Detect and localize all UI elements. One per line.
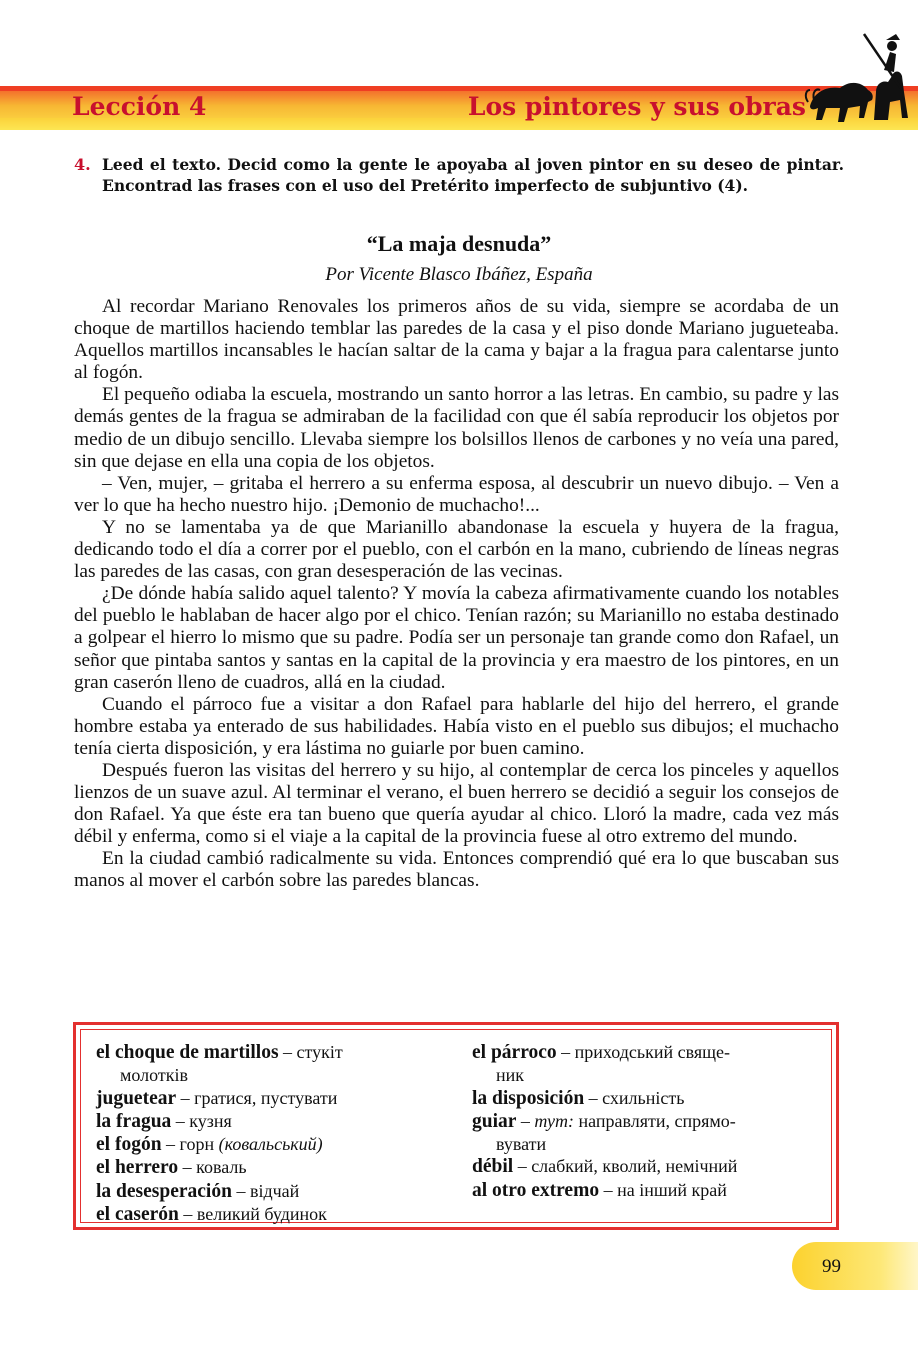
vocab-entry — [96, 1180, 456, 1203]
task-number: 4. — [74, 155, 91, 174]
vocab-term: al otro extremo — [472, 1179, 600, 1201]
paragraph: Y no se lamentaba ya de que Marianillo abandonase la escuela y huyera de la fragua, dedicando todo el día a correr por el pueblo, con el carbón en la mano, cubriendo de líneas negras las paredes de las casas, con gran desesperación de las vecinas. — [74, 516, 839, 583]
vocab-translation: – горн — [161, 1134, 219, 1155]
paragraph: Después fueron las visitas del herrero y su hijo, al contemplar de cerca los pinceles y aquellos lienzos de un suave azul. Al terminar el verano, el buen herrero se decidió a seguir los consejos de don Rafael. Ya que éste era tan bueno que quería ayudar al chico. Lloró la madre, cada vez más débil y enferma, como si el viaje a la capital de la provincia fuese al otro extremo del mundo. — [74, 759, 839, 848]
vocab-translation: – схильність — [584, 1087, 685, 1108]
vocab-entry — [96, 1133, 456, 1156]
vocab-entry — [96, 1087, 456, 1110]
story-author: Por Vicente Blasco Ibáñez, España — [325, 264, 593, 285]
paragraph: En la ciudad cambió radicalmente su vida. Entonces comprendió qué era lo que buscaban sus manos al mover el carbón sobre las paredes blancas. — [74, 848, 839, 892]
vocab-entry — [472, 1087, 822, 1110]
lesson-title: Los pintores y sus obras — [467, 92, 806, 121]
vocab-entry — [96, 1156, 456, 1179]
task-instruction — [74, 154, 844, 196]
story-body — [74, 296, 839, 893]
vocab-translation: – стукіт — [278, 1042, 343, 1062]
vocab-translation: – на інший край — [599, 1179, 727, 1200]
vocabulary-right-column — [472, 1041, 822, 1202]
vocab-translation: – слабкий, кволий, немічний — [513, 1156, 738, 1177]
vocab-entry — [472, 1155, 822, 1178]
vocab-translation: – великий будинок — [178, 1204, 327, 1225]
vocab-term: juguetear — [96, 1087, 177, 1109]
vocab-note: (ковальський) — [218, 1134, 323, 1155]
page-number: 99 — [822, 1256, 841, 1277]
vocab-note: – тут: — [516, 1110, 574, 1131]
lesson-label: Lección 4 — [72, 92, 207, 121]
vocab-term: el choque de martillos — [96, 1042, 279, 1063]
vocab-term: la disposición — [472, 1087, 585, 1109]
paragraph: El pequeño odiaba la escuela, mostrando un santo horror a las letras. En cambio, su padre y las demás gentes de la fragua se admiraban de la facilidad con que él sabía reproducir los objetos por medio de un dibujo sencillo. Llevaba siempre los bolsillos llenos de carbones y no veía una pared, sin que dejase en ella una copia de los objetos. — [74, 384, 839, 472]
vocab-translation: – приходський свяще- — [556, 1042, 730, 1062]
vocab-translation: – коваль — [178, 1157, 247, 1178]
vocab-term: el herrero — [96, 1157, 179, 1179]
vocab-translation-cont: вувати — [496, 1134, 547, 1155]
vocab-translation: – кузня — [171, 1110, 232, 1131]
story-title: “La maja desnuda” — [366, 231, 552, 256]
vocab-entry — [472, 1179, 822, 1202]
paragraph: ¿De dónde había salido aquel talento? Y movía la cabeza afirmativamente cuando los notables del pueblo le hablaban de hacer algo por el chico. Tenían razón; su Marianillo no estaba destinado a golpear el hierro lo mismo que su padre. Podía ser un personaje tan grande como don Rafael, un señor que pintaba santos y santas en la capital de la provincia y era maestro de los pintores, en un gran caserón lleno de cuadros, allá en la ciudad. — [74, 583, 839, 693]
vocab-entry — [96, 1203, 456, 1226]
vocabulary-left-column — [96, 1041, 456, 1226]
vocab-term: débil — [472, 1156, 514, 1178]
vocab-entry — [472, 1110, 822, 1156]
vocab-entry — [472, 1041, 822, 1087]
page-number-tab — [792, 1242, 918, 1290]
vocab-term: el párroco — [472, 1042, 557, 1063]
vocabulary-box — [73, 1022, 839, 1230]
vocab-entry — [96, 1041, 456, 1087]
vocab-translation-cont: молотків — [120, 1065, 189, 1086]
vocab-term: guiar — [472, 1110, 517, 1132]
task-text: Leed el texto. Decid como la gente le apoyaba al joven pintor en su deseo de pintar. Encontrad las frases con el uso del Pretérito imperfecto de subjuntivo (4). — [102, 155, 844, 195]
vocab-translation: – відчай — [231, 1180, 300, 1201]
vocab-term: la fragua — [96, 1110, 172, 1132]
vocab-translation-cont: ник — [496, 1065, 525, 1086]
paragraph: Al recordar Mariano Renovales los primeros años de su vida, siempre se acordaba de un choque de martillos haciendo temblar las paredes de la casa y el piso donde Mariano jugueteaba. Aquellos martillos incansables le hacían saltar de la cama y bajar a la fragua para calentarse junto al fogón. — [74, 296, 839, 384]
paragraph: Cuando el párroco fue a visitar a don Rafael para hablarle del hijo del herrero, el grande hombre estaba ya enterado de sus habilidades. Había visto en el pueblo sus dibujos; el muchacho tenía cierta disposición, y era lástima no guiarle por buen camino. — [74, 693, 839, 759]
bullfighter-illustration-icon — [804, 30, 914, 126]
paragraph: – Ven, mujer, – gritaba el herrero a su enferma esposa, al descubrir un nuevo dibujo. – Ven a ver lo que ha hecho nuestro hijo. ¡Demonio de muchacho!... — [74, 472, 839, 516]
banner-top-stripe — [0, 86, 918, 91]
vocab-translation: – гратися, пустувати — [176, 1087, 338, 1108]
vocab-translation: направляти, спрямо- — [573, 1110, 736, 1131]
vocab-term: el caserón — [96, 1204, 179, 1226]
vocab-term: el fogón — [96, 1134, 162, 1156]
vocab-term: la desesperación — [96, 1180, 232, 1202]
vocab-entry — [96, 1110, 456, 1133]
